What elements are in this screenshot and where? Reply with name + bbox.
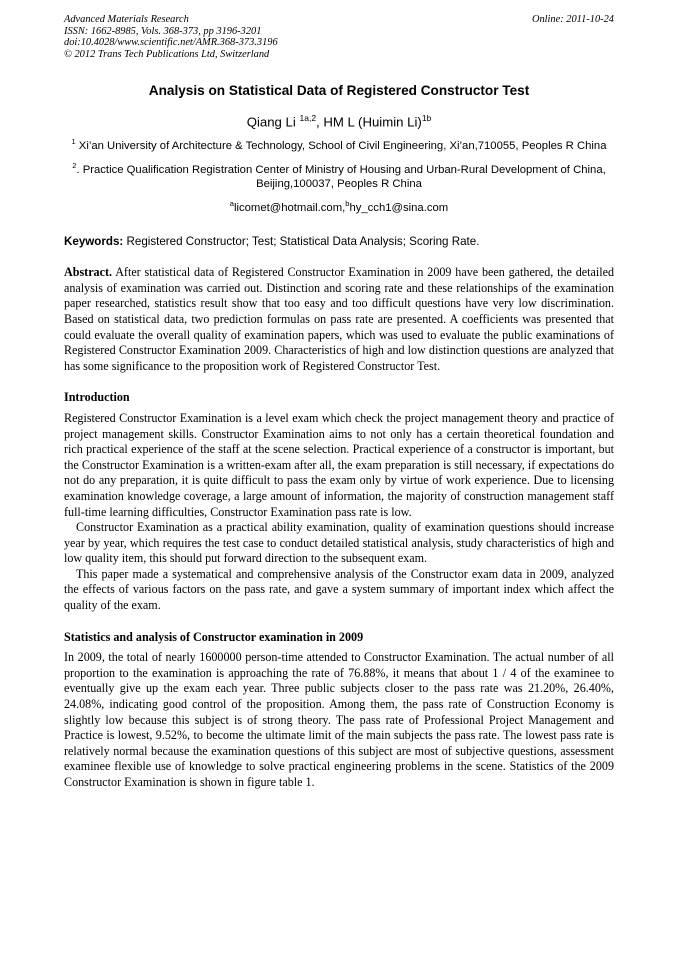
author-2-affiliation-marker: 1b: [421, 113, 432, 123]
affiliation-2: [64, 159, 614, 192]
keywords-label: Keywords:: [64, 235, 124, 249]
doi-line: doi:10.4028/www.scientific.net/AMR.368-373.3196: [64, 37, 278, 49]
author-separator: ,: [316, 114, 324, 130]
statistics-paragraph-1: In 2009, the total of nearly 1600000 person-time attended to Constructor Examination. The actual number of all proportion to the examination is approaching the rate of 76.88%, it means that about 1 / 4 of the examinee to eventually give up the exam each year. Three public subjects closer to the pass rate was 21.20%, 26.40%, 24.08%, indicating good control of the proposition. Among them, the pass rate of Construction Economy is slightly low because this subject is of strong theory. The pass rate of Professional Project Management and Practice is lowest, 9.52%, to become the ultimate limit of the main subjects the pass rate. The lowest pass rate is relatively normal because the examination questions of this subject are most of subjective questions, assessment examinee flexible use of knowledge to solve practical engineering problems in the scene. Statistics of the 2009 Constructor Examination is shown in figure table 1.: [64, 650, 614, 789]
author-1-name: Qiang Li: [246, 114, 300, 130]
online-date: Online: 2011-10-24: [531, 14, 614, 25]
abstract-text: After statistical data of Registered Constructor Examination in 2009 have been gathered, the detailed analysis of examination was carried out. Distinction and scoring rate and these relationships of the examination paper researched, statistics result show that too easy and too difficult questions have very low discrimination. Based on statistical data, two prediction formulas on pass rate are presented. A coefficients was presented that could evaluate the overall quality of examination papers, which was used to evaluate the public examinations of Registered Constructor Examination 2009. Characteristics of high and low distinction questions are analyzed that has some significance to the proposition work of Registered Constructor Test.: [64, 265, 614, 373]
author-emails: [64, 197, 614, 215]
intro-paragraph-2: Constructor Examination as a practical ability examination, quality of examination questions should increase year by year, which requires the test case to conduct detailed statistical analysis, study characteristics of high and low quality item, this should put forward direction to the subsequent exam.: [64, 520, 614, 566]
journal-header: [64, 14, 614, 66]
email-a-marker: a: [229, 199, 234, 209]
author-2-name: HM L (Huimin Li): [323, 114, 422, 130]
abstract-label: Abstract.: [64, 265, 113, 280]
journal-name: Advanced Materials Research: [64, 14, 189, 25]
abstract: [64, 265, 614, 374]
copyright-line: © 2012 Trans Tech Publications Ltd, Switzerland: [64, 48, 270, 60]
affiliation-1-text: Xi’an University of Architecture & Technology, School of Civil Engineering, Xi’an,710055, Peoples R China: [75, 140, 607, 153]
section-heading-statistics: Statistics and analysis of Constructor examination in 2009: [64, 629, 364, 644]
affiliation-2-text: . Practice Qualification Registration Center of Ministry of Housing and Urban-Rural Development of China, Beijing,100037, Peoples R China: [76, 163, 606, 190]
email-b: hy_cch1@sina.com: [349, 202, 449, 215]
affiliation-2-marker: 2: [72, 160, 77, 170]
email-a: licomet@hotmail.com,: [233, 202, 346, 215]
affiliation-1-marker: 1: [71, 137, 76, 147]
intro-paragraph-1: Registered Constructor Examination is a level exam which check the project management theory and practice of project management skills. Constructor Examination aims to not only has a certain theoretical foundation and rich practical experience of the staff at the scene selection. Practical experience of a constructor is important, but the Constructor Examination is a written-exam after all, the exam preparation is still necessary, if expectations do not do any preparation, it is quite difficult to pass the exam only by virtue of work experience. Due to licensing examination knowledge coverage, a large amount of information, the majority of construction management staff full-time learning difficulties, Constructor Examination pass rate is low.: [64, 410, 614, 519]
keywords-text: Registered Constructor; Test; Statistical Data Analysis; Scoring Rate.: [123, 235, 480, 249]
email-b-marker: b: [345, 199, 350, 209]
section-heading-introduction: Introduction: [64, 390, 130, 405]
paper-title: Analysis on Statistical Data of Registered Constructor Test: [148, 83, 530, 98]
author-list: [64, 110, 614, 130]
keywords: [64, 235, 614, 249]
paper-page: [64, 14, 614, 791]
author-1-affiliation-marker: 1a,2: [299, 113, 317, 123]
issn-line: ISSN: 1662-8985, Vols. 368-373, pp 3196-3201: [64, 25, 262, 37]
affiliation-1: [64, 135, 614, 153]
intro-paragraph-3: This paper made a systematical and comprehensive analysis of the Constructor exam data in 2009, analyzed the effects of various factors on the pass rate, and gave a system summary of important index which affect the quality of the exam.: [64, 566, 614, 613]
